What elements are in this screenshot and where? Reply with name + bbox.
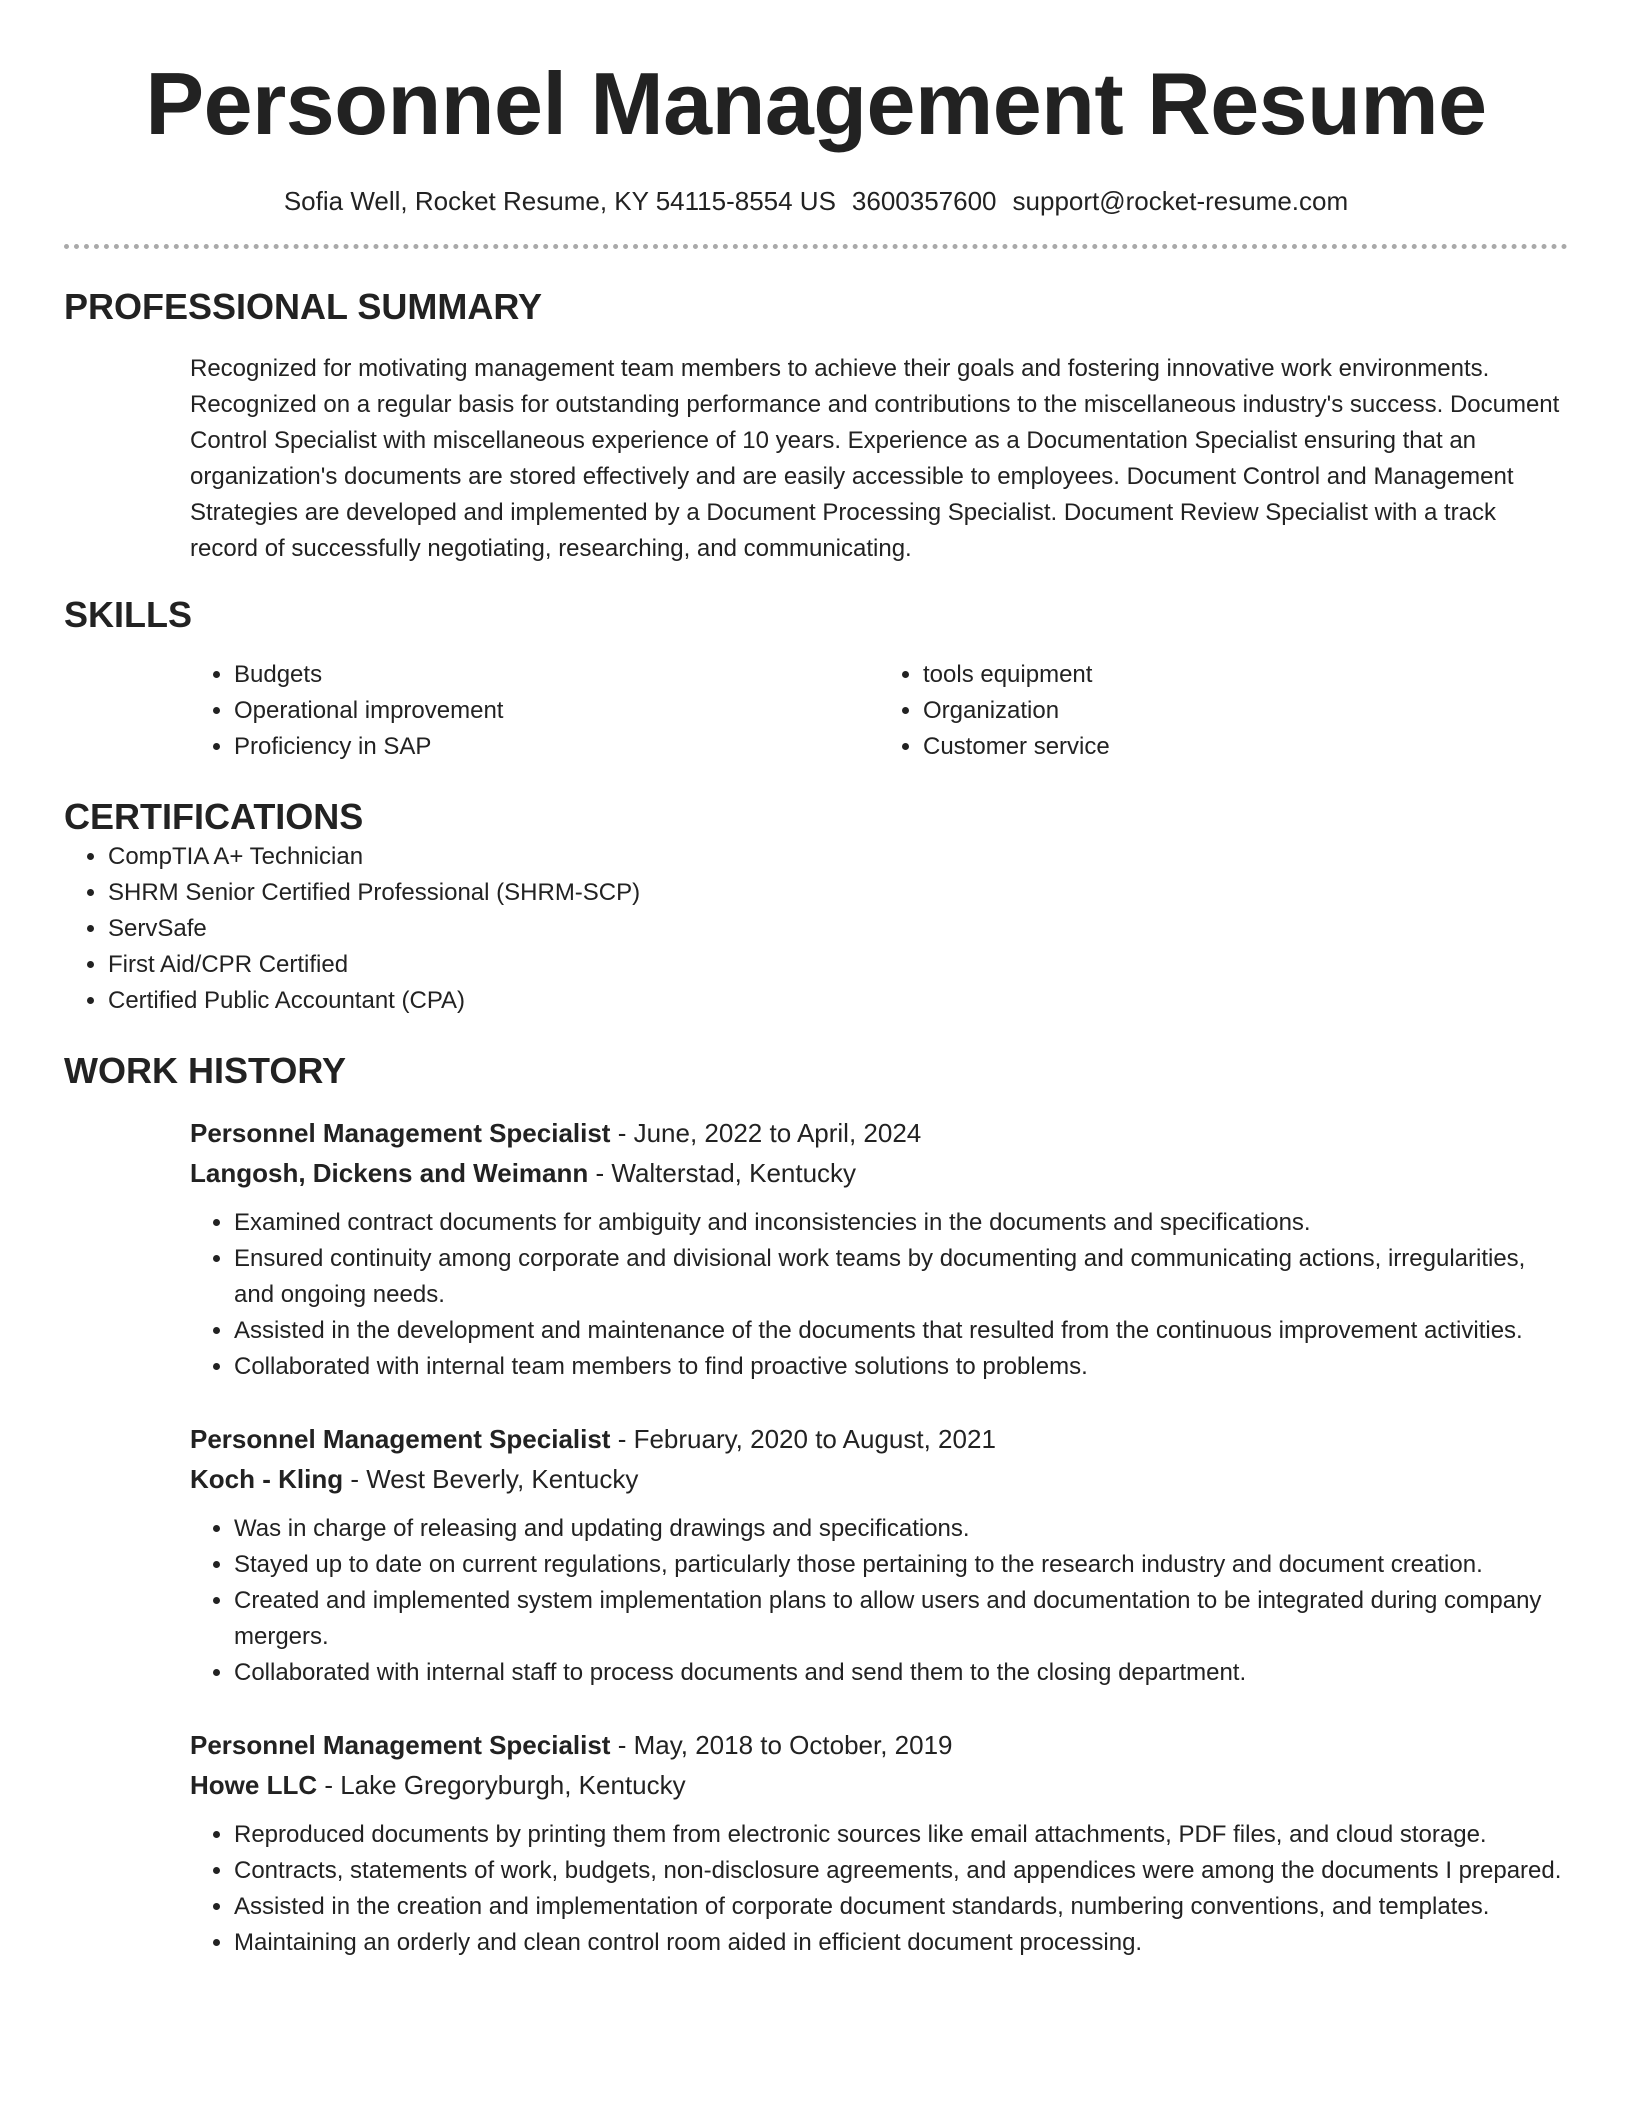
skill-item: • Budgets bbox=[234, 657, 879, 693]
contact-address: Sofia Well, Rocket Resume, KY 54115-8554 US bbox=[283, 186, 836, 216]
certifications-section bbox=[64, 795, 1568, 1019]
skill-item: • Operational improvement bbox=[234, 693, 879, 729]
job-dates: - February, 2020 to August, 2021 bbox=[610, 1424, 996, 1454]
job-dates: - June, 2022 to April, 2024 bbox=[610, 1118, 922, 1148]
job-bullet: • Reproduced documents by printing them from electronic sources like email attachments, PDF files, and cloud storage. bbox=[234, 1817, 1564, 1853]
certification-item: • Certified Public Accountant (CPA) bbox=[108, 983, 1568, 1019]
job-company: Howe LLC bbox=[190, 1770, 318, 1800]
job-bullet: • Stayed up to date on current regulations, particularly those pertaining to the research industry and document creation. bbox=[234, 1547, 1564, 1583]
job-title: Personnel Management Specialist bbox=[190, 1730, 611, 1760]
skill-item: • tools equipment bbox=[923, 657, 1568, 693]
job-entry bbox=[190, 1725, 1568, 1961]
job-title-line bbox=[190, 1113, 1568, 1153]
job-dates: - May, 2018 to October, 2019 bbox=[610, 1730, 953, 1760]
header-divider bbox=[64, 244, 1568, 249]
job-title: Personnel Management Specialist bbox=[190, 1118, 611, 1148]
certification-item: • SHRM Senior Certified Professional (SHRM-SCP) bbox=[108, 875, 1568, 911]
job-company-line bbox=[190, 1765, 1568, 1805]
job-bullet: • Ensured continuity among corporate and divisional work teams by documenting and communicating actions, irregularities, and ongoing needs. bbox=[234, 1241, 1564, 1313]
job-bullet: • Examined contract documents for ambiguity and inconsistencies in the documents and specifications. bbox=[234, 1205, 1564, 1241]
work-history-section bbox=[64, 1049, 1568, 1961]
skill-item: • Proficiency in SAP bbox=[234, 729, 879, 765]
contact-line bbox=[64, 184, 1568, 218]
job-bullet: • Was in charge of releasing and updating drawings and specifications. bbox=[234, 1511, 1564, 1547]
job-company: Koch - Kling bbox=[190, 1464, 344, 1494]
skill-item: • Organization bbox=[923, 693, 1568, 729]
contact-email: support@rocket-resume.com bbox=[1012, 186, 1349, 216]
job-bullet: • Created and implemented system implementation plans to allow users and documentation to be integrated during company mergers. bbox=[234, 1583, 1564, 1655]
job-entry bbox=[190, 1113, 1568, 1385]
job-location: - Lake Gregoryburgh, Kentucky bbox=[317, 1770, 686, 1800]
certification-item: • CompTIA A+ Technician bbox=[108, 839, 1568, 875]
job-title-line bbox=[190, 1419, 1568, 1459]
job-company-line bbox=[190, 1459, 1568, 1499]
job-bullets bbox=[190, 1511, 1564, 1691]
job-bullets bbox=[190, 1817, 1564, 1961]
skills-list-right bbox=[879, 657, 1568, 765]
job-title-line bbox=[190, 1725, 1568, 1765]
job-bullet: • Assisted in the development and maintenance of the documents that resulted from the continuous improvement activities. bbox=[234, 1313, 1564, 1349]
skills-list-left bbox=[190, 657, 879, 765]
job-location: - West Beverly, Kentucky bbox=[343, 1464, 639, 1494]
job-bullet: • Collaborated with internal staff to process documents and send them to the closing department. bbox=[234, 1655, 1564, 1691]
job-company-line bbox=[190, 1153, 1568, 1193]
job-bullet: • Collaborated with internal team members to find proactive solutions to problems. bbox=[234, 1349, 1564, 1385]
job-bullet: • Assisted in the creation and implementation of corporate document standards, numbering conventions, and templates. bbox=[234, 1889, 1564, 1925]
job-location: - Walterstad, Kentucky bbox=[588, 1158, 857, 1188]
certification-item: • First Aid/CPR Certified bbox=[108, 947, 1568, 983]
job-company: Langosh, Dickens and Weimann bbox=[190, 1158, 589, 1188]
certification-item: • ServSafe bbox=[108, 911, 1568, 947]
skills-grid bbox=[190, 657, 1568, 765]
summary-text: Recognized for motivating management team members to achieve their goals and fostering innovative work environments. Recognized on a regular basis for outstanding performance and contributions to the miscellaneous industry's success. Document Control Specialist with miscellaneous experience of 10 years. Experience as a Documentation Specialist ensuring that an organization's documents are stored effectively and are easily accessible to employees. Document Control and Management Strategies are developed and implemented by a Document Processing Specialist. Document Review Specialist with a track record of successfully negotiating, researching, and communicating. bbox=[190, 355, 1560, 562]
job-bullet: • Contracts, statements of work, budgets, non-disclosure agreements, and appendices were among the documents I prepared. bbox=[234, 1853, 1564, 1889]
job-bullets bbox=[190, 1205, 1564, 1385]
resume-title: Personnel Management Resume bbox=[145, 54, 1487, 153]
section-heading-certifications: CERTIFICATIONS bbox=[64, 796, 364, 837]
job-bullet: • Maintaining an orderly and clean control room aided in efficient document processing. bbox=[234, 1925, 1564, 1961]
section-heading-work-history: WORK HISTORY bbox=[64, 1050, 347, 1091]
professional-summary-section bbox=[64, 285, 1568, 567]
skills-section bbox=[64, 593, 1568, 765]
certifications-list bbox=[64, 839, 1568, 1019]
section-heading-summary: PROFESSIONAL SUMMARY bbox=[64, 286, 543, 327]
skill-item: • Customer service bbox=[923, 729, 1568, 765]
contact-phone: 3600357600 bbox=[851, 186, 997, 216]
job-title: Personnel Management Specialist bbox=[190, 1424, 611, 1454]
section-heading-skills: SKILLS bbox=[64, 594, 193, 635]
job-entry bbox=[190, 1419, 1568, 1691]
